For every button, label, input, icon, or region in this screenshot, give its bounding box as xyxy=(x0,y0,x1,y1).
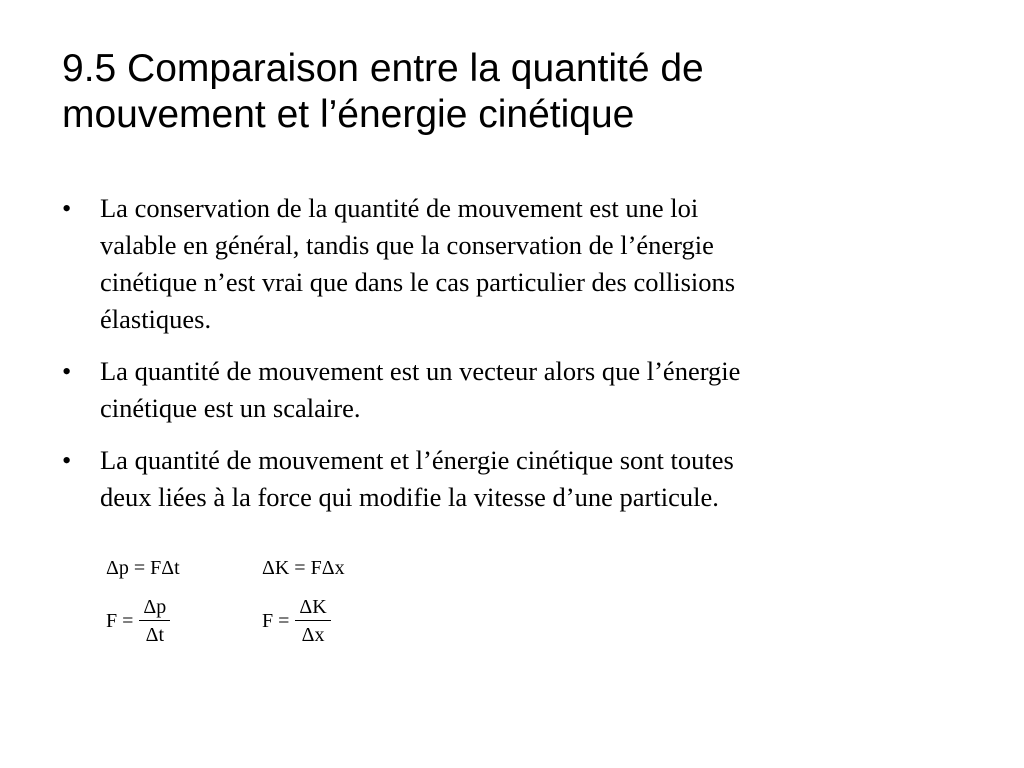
equations-block xyxy=(106,552,426,662)
fraction-numerator: ΔK xyxy=(299,596,327,618)
bullet-list xyxy=(62,190,942,531)
bullet-marker: • xyxy=(62,193,72,223)
bullet-marker: • xyxy=(62,445,72,475)
equation-energy-work: ΔK = FΔx xyxy=(262,557,345,579)
fraction-force-energy xyxy=(262,596,331,646)
fraction-force-momentum xyxy=(106,596,170,646)
bullet-text-line: élastiques. xyxy=(100,304,212,334)
title-line: 9.5 Comparaison entre la quantité de xyxy=(62,47,704,90)
bullet-text-line: La conservation de la quantité de mouvement est une loi xyxy=(100,193,699,223)
bullet-item xyxy=(62,442,942,516)
fraction-stack xyxy=(139,596,170,646)
fraction-stack xyxy=(295,596,330,646)
bullet-item xyxy=(62,353,942,427)
fraction-numerator: Δp xyxy=(143,596,167,618)
fraction-lhs: F = xyxy=(106,609,134,632)
bullet-item xyxy=(62,190,942,338)
bullet-text-line: La quantité de mouvement est un vecteur alors que l’énergie xyxy=(100,356,741,386)
fraction-lhs: F = xyxy=(262,609,290,632)
slide-title xyxy=(62,46,962,138)
bullet-text-line: deux liées à la force qui modifie la vitesse d’une particule. xyxy=(100,482,719,512)
title-line: mouvement et l’énergie cinétique xyxy=(62,93,635,136)
equation-momentum-impulse: Δp = FΔt xyxy=(106,557,180,579)
fraction-denominator: Δx xyxy=(301,624,325,647)
fraction-denominator: Δt xyxy=(145,624,165,647)
bullet-marker: • xyxy=(62,356,72,386)
bullet-text-line: La quantité de mouvement et l’énergie cinétique sont toutes xyxy=(100,445,734,475)
bullet-text-line: cinétique est un scalaire. xyxy=(100,393,361,423)
bullet-text-line: valable en général, tandis que la conservation de l’énergie xyxy=(100,230,714,260)
bullet-text-line: cinétique n’est vrai que dans le cas particulier des collisions xyxy=(100,267,736,297)
